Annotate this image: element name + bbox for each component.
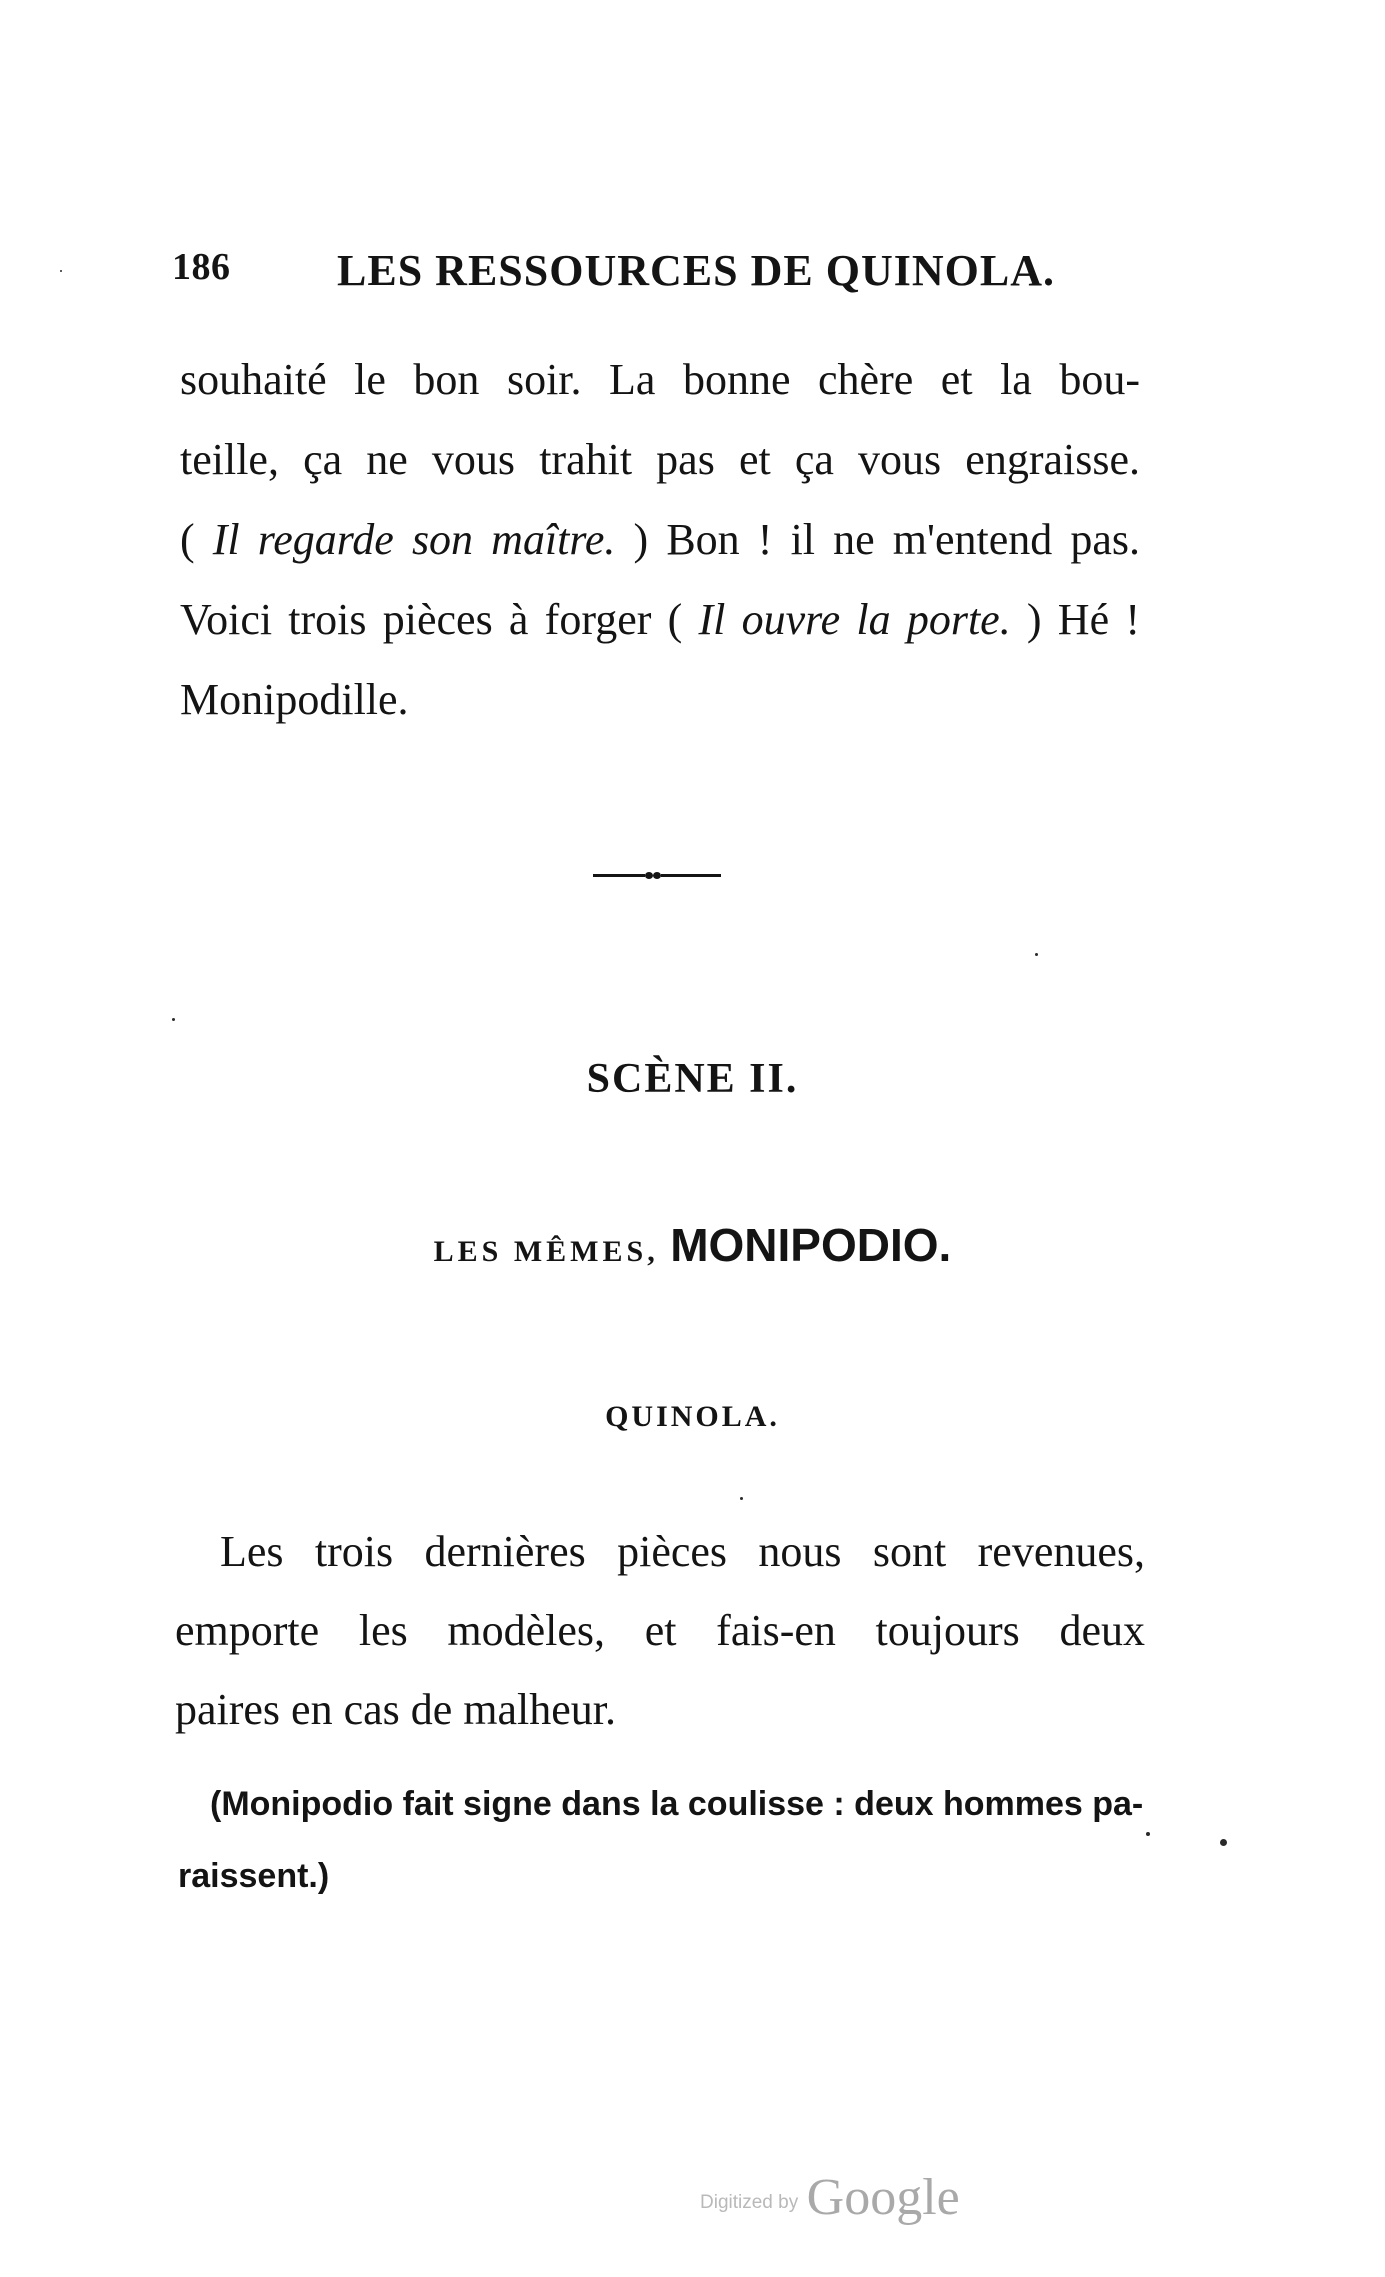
divider-dot — [653, 872, 661, 879]
stage-direction-line: (Monipodio fait signe dans la coulisse : deux hommes pa- — [210, 1785, 1144, 1823]
watermark-prefix: Digitized by — [700, 2192, 799, 2213]
passage-text: ) Hé ! — [1010, 595, 1140, 644]
print-speck — [1220, 1839, 1227, 1846]
character-list — [0, 1218, 1385, 1272]
passage-line: teille, ça ne vous trahit pas et ça vous engraisse. — [180, 435, 1140, 484]
divider-dot — [645, 872, 653, 879]
inline-stage-direction: Il ouvre la porte. — [698, 595, 1011, 644]
stage-direction-line: raissent.) — [178, 1857, 330, 1895]
characters-minor: LES MÊMES, — [433, 1235, 659, 1268]
speech-line: paires en cas de malheur. — [175, 1685, 617, 1734]
passage-line — [180, 580, 1140, 660]
print-speck — [1035, 953, 1038, 956]
stage-direction — [178, 1768, 1144, 1912]
paren-open: ( — [180, 515, 213, 564]
speech-block — [175, 1512, 1145, 1749]
print-speck — [172, 1018, 175, 1021]
print-speck — [740, 1497, 743, 1500]
speech-line: emporte les modèles, et fais-en toujours deux — [175, 1606, 1145, 1655]
page-number: 186 — [172, 246, 231, 288]
divider-bar — [661, 874, 721, 877]
divider-bar — [593, 874, 645, 877]
running-title: LES RESSOURCES DE QUINOLA. — [337, 246, 1055, 295]
speech-line: Les trois dernières pièces nous sont revenues, — [220, 1527, 1145, 1576]
google-logo: Google — [806, 2169, 960, 2226]
scene-heading: SCÈNE II. — [586, 1056, 799, 1102]
passage-line: Monipodille. — [180, 675, 409, 724]
opening-passage — [180, 340, 1140, 740]
print-speck — [1146, 1832, 1150, 1836]
page-header — [172, 245, 1132, 305]
passage-line: souhaité le bon soir. La bonne chère et la bou- — [180, 355, 1140, 404]
passage-text: Voici trois pièces à forger ( — [180, 595, 699, 644]
inline-stage-direction: Il regarde son maître. — [212, 515, 616, 564]
characters-major: MONIPODIO. — [670, 1219, 952, 1271]
passage-line — [180, 500, 1140, 580]
digitized-by-google-watermark — [700, 2168, 960, 2224]
passage-text: ) Bon ! il ne m'entend pas. — [615, 515, 1141, 564]
section-divider-ornament — [593, 872, 721, 878]
print-speck — [60, 270, 62, 272]
speaker-name: QUINOLA. — [605, 1400, 780, 1433]
